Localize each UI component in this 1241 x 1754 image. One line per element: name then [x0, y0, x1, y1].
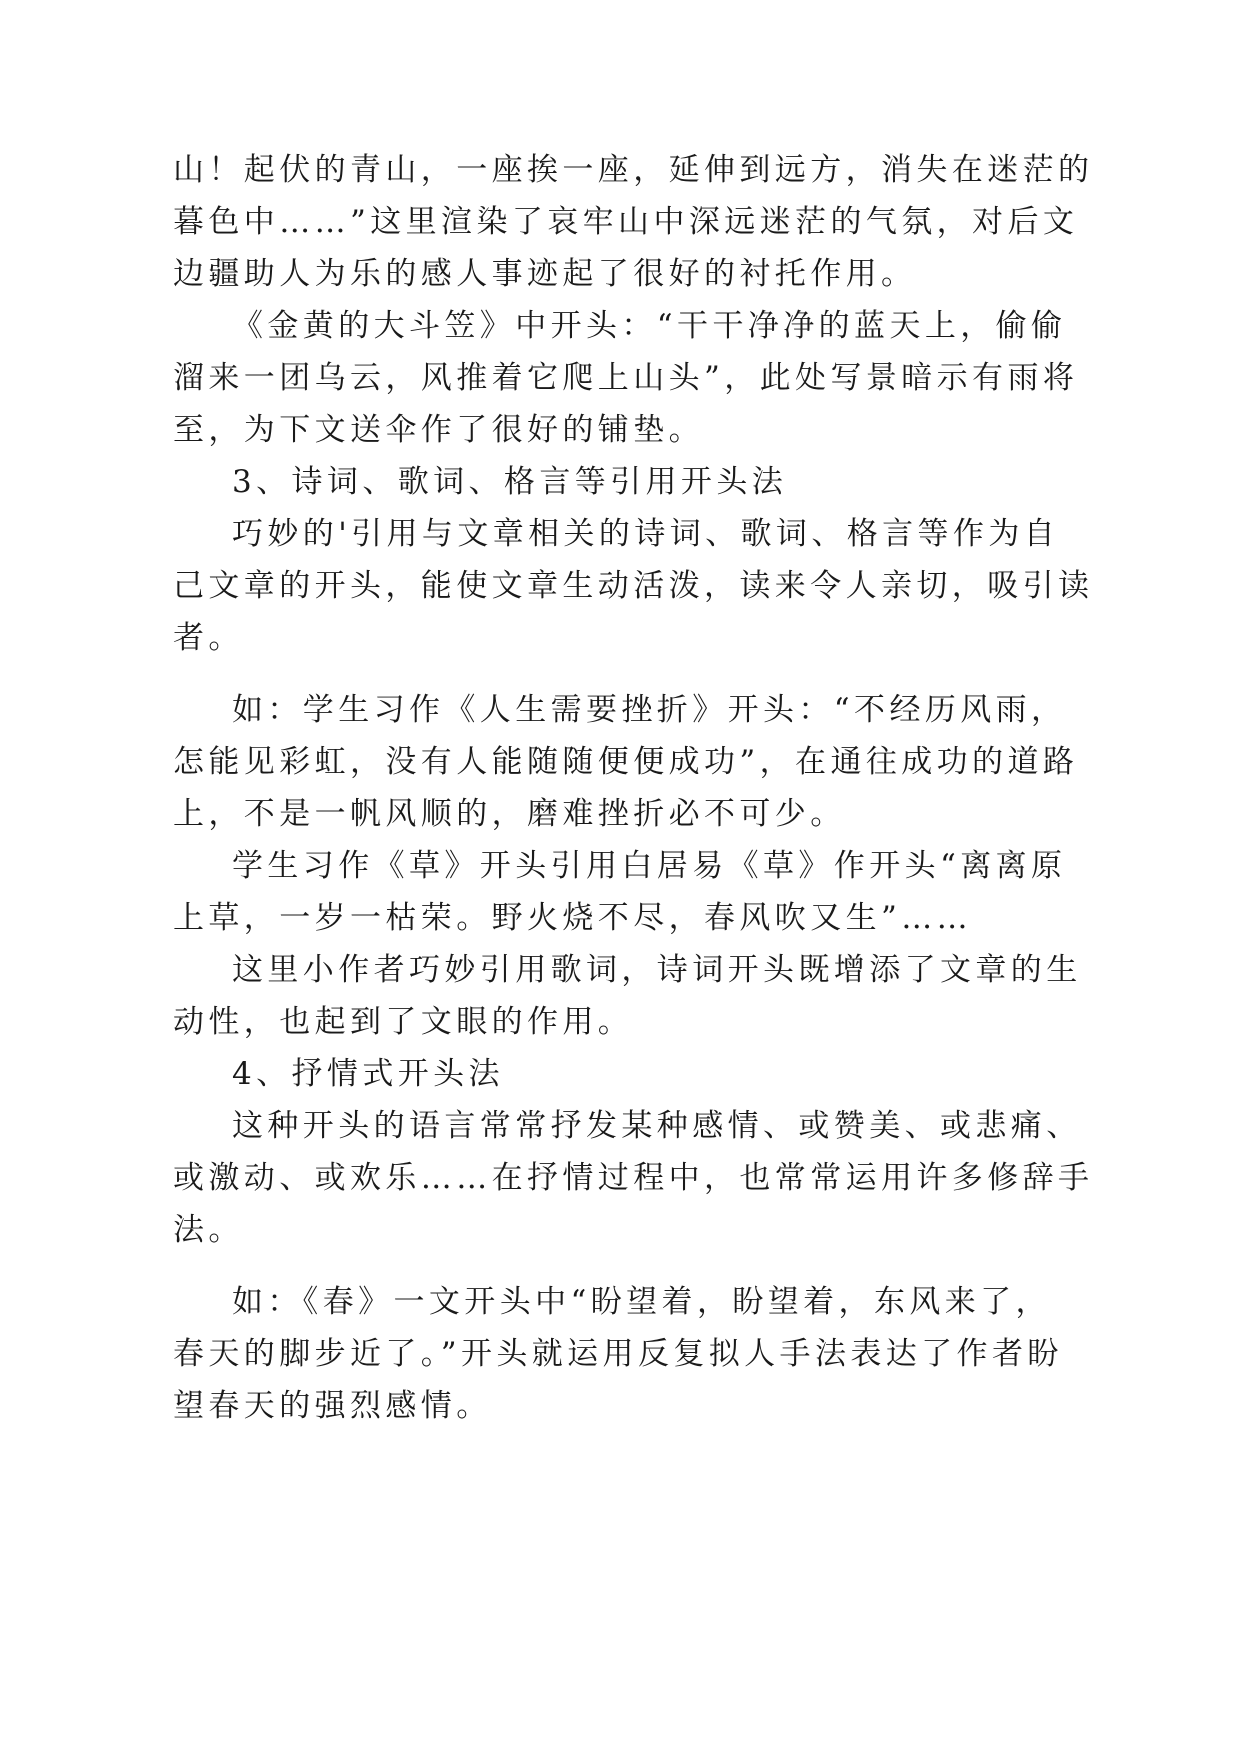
text-line: 至，为下文送伞作了很好的铺垫。 [173, 412, 704, 448]
text-line: 动性，也起到了文眼的作用。 [173, 1004, 634, 1040]
paragraph-start-line: 这种开头的语言常常抒发某种感情、或赞美、或悲痛、 [232, 1108, 1082, 1144]
paragraph-start-line: 如：学生习作《人生需要挫折》开头：“不经历风雨， [232, 692, 1067, 728]
text-line: 边疆助人为乐的感人事迹起了很好的衬托作用。 [173, 256, 917, 292]
paragraph-start-line: 如：《春》一文开头中“盼望着，盼望着，东风来了， [232, 1284, 1051, 1320]
section-heading: 3、诗词、歌词、格言等引用开头法 [232, 464, 788, 500]
paragraph-start-line: 巧妙的'引用与文章相关的诗词、歌词、格言等作为自 [232, 516, 1060, 552]
paragraph-start-line: 《金黄的大斗笠》中开头：“干干净净的蓝天上，偷偷 [232, 308, 1067, 344]
text-line: 己文章的开头，能使文章生动活泼，读来令人亲切，吸引读 [173, 568, 1094, 604]
text-line: 上，不是一帆风顺的，磨难挫折必不可少。 [173, 796, 846, 832]
text-line: 暮色中……”这里渲染了哀牢山中深远迷茫的气氛，对后文 [173, 204, 1079, 240]
text-line: 怎能见彩虹，没有人能随随便便成功”，在通往成功的道路 [173, 744, 1079, 780]
text-line: 或激动、或欢乐……在抒情过程中，也常常运用许多修辞手 [173, 1160, 1094, 1196]
paragraph-start-line: 学生习作《草》开头引用白居易《草》作开头“离离原 [232, 848, 1067, 884]
text-line: 望春天的强烈感情。 [173, 1388, 492, 1424]
text-line: 者。 [173, 620, 244, 656]
text-line: 山！起伏的青山，一座挨一座，延伸到远方，消失在迷茫的 [173, 152, 1094, 188]
text-line: 春天的脚步近了。”开头就运用反复拟人手法表达了作者盼 [173, 1336, 1063, 1372]
paragraph-start-line: 这里小作者巧妙引用歌词，诗词开头既增添了文章的生 [232, 952, 1082, 988]
text-line: 法。 [173, 1212, 244, 1248]
section-heading: 4、抒情式开头法 [232, 1056, 504, 1092]
text-line: 溜来一团乌云，风推着它爬上山头”，此处写景暗示有雨将 [173, 360, 1079, 396]
text-line: 上草，一岁一枯荣。野火烧不尽，春风吹又生”…… [173, 900, 973, 936]
